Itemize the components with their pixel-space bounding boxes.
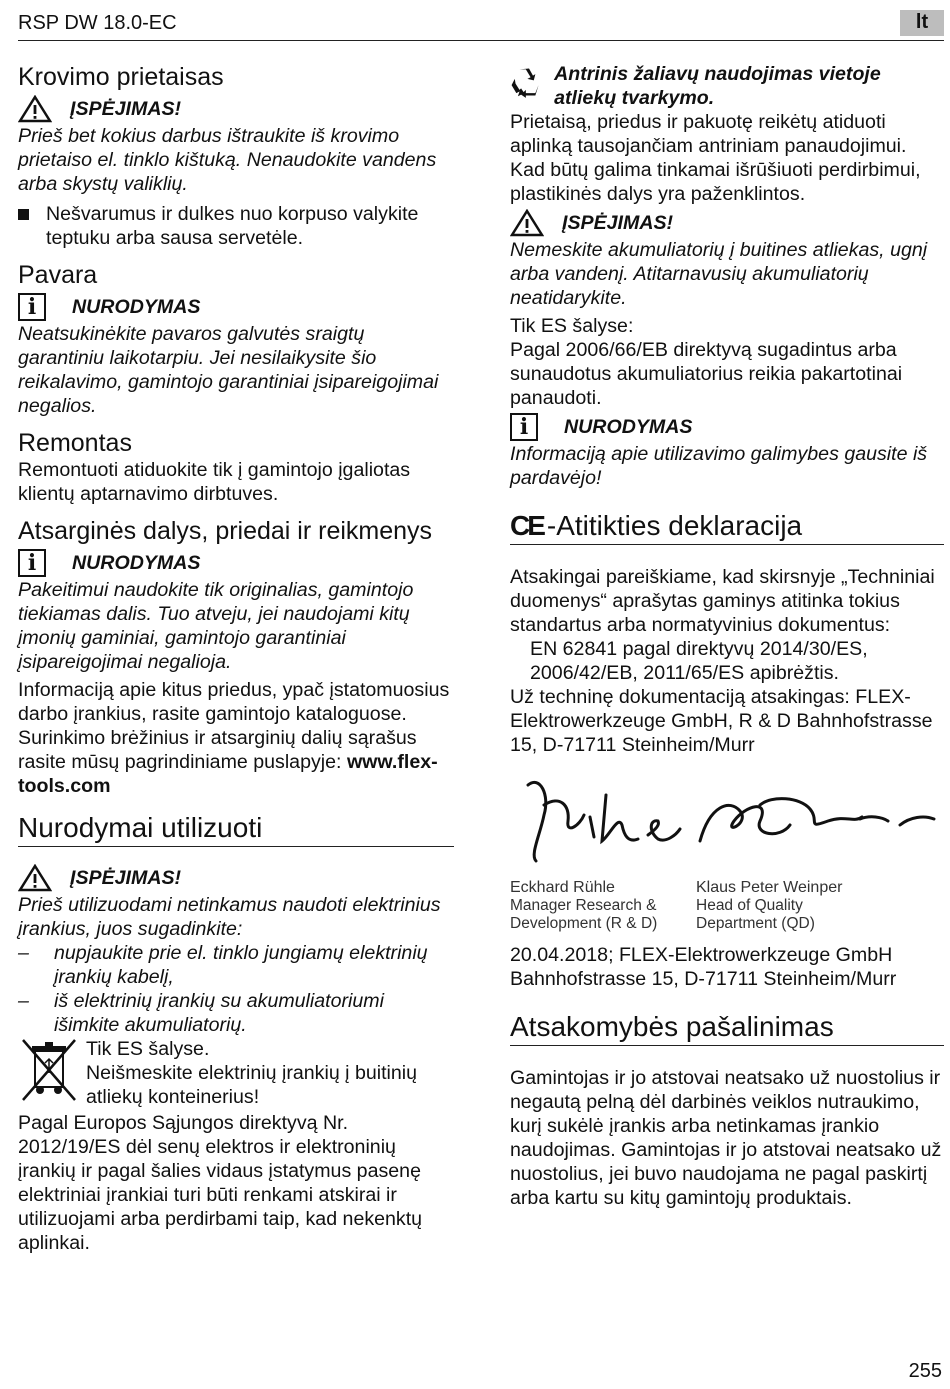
- note-label: NURODYMAS: [72, 551, 201, 574]
- language-badge: lt: [900, 10, 944, 36]
- bullet-square-icon: [18, 209, 29, 220]
- recycling-icon: [510, 62, 540, 102]
- warning-notice: [18, 94, 454, 124]
- eu-only-text: Tik ES šalyse.: [86, 1038, 210, 1060]
- warning-text: Nemeskite akumuliatorių į buitines atliekas, ugnį arba vandenį. Atitarnavusių akumuliatorių neatidarykite.: [510, 239, 928, 309]
- info-notice: [18, 548, 454, 578]
- recycling-heading: [510, 62, 944, 110]
- warning-notice: [510, 208, 944, 238]
- section-title-disposal: Nurodymai utilizuoti: [18, 812, 454, 847]
- standards-text: EN 62841 pagal direktyvų 2014/30/ES, 2006/42/EB, 2011/65/ES apibrėžtis.: [530, 638, 868, 684]
- model-name: RSP DW 18.0-EC: [18, 12, 177, 34]
- section-title-drive: Pavara: [18, 261, 98, 289]
- signer-name: Eckhard Rühle: [510, 879, 615, 896]
- recycling-title: Antrinis žaliavų naudojimas vietoje atliekų tvarkymo.: [554, 63, 881, 109]
- directive-text: Pagal Europos Sąjungos direktyvą Nr. 2012/19/ES dėl senų elektros ir elektroninių įrankių ir pagal šalies vidaus įstatymus pasenę elektriniai įrankiai turi būti renkami atskirai ir utilizuojami arba perdirbami taip, kad nekenktų aplinkai.: [18, 1112, 423, 1254]
- section-title-repair: Remontas: [18, 429, 132, 457]
- eu-only-text: Tik ES šalyse:: [510, 315, 634, 337]
- signer-role: Department (QD): [696, 915, 815, 932]
- warning-icon: [510, 209, 544, 237]
- repair-text: Remontuoti atiduokite tik į gamintojo įgaliotas klientų aptarnavimo dirbtuves.: [18, 459, 411, 505]
- info-notice: [510, 412, 944, 442]
- signer-role: Development (R & D): [510, 915, 658, 932]
- warning-icon: [18, 95, 52, 123]
- conformity-text: Atsakingai pareiškiame, kad skirsnyje „Techniniai duomenys“ aprašytas gaminys atitinka tokius standartus arba normatyvinius dokumentus:: [510, 566, 935, 636]
- list-item: – iš elektrinių įrankių su akumuliatoriumi išimkite akumuliatorių.: [18, 990, 384, 1036]
- page-number: 255: [908, 1360, 942, 1382]
- note-text: Pakeitimui naudokite tik originalias, gamintojo tiekiamas dalis. Tuo atveju, jei naudojami kitų įmonių gaminiai, gamintojo garantiniai įsipareigojimai negalioja.: [18, 579, 414, 673]
- signatures-image: [510, 765, 940, 877]
- signer-role: Manager Research &: [510, 897, 657, 914]
- signer-name: Klaus Peter Weinper: [696, 879, 843, 896]
- right-column: [510, 62, 944, 1210]
- list-item: – nupjaukite prie el. tinklo jungiamų elektrinių įrankių kabelį,: [18, 942, 428, 988]
- note-text: Informaciją apie utilizavimo galimybes gausite iš pardavėjo!: [510, 443, 928, 489]
- note-text: Neatsukinėkite pavaros galvutės sraigtų garantiniu laikotarpiu. Jei nesilaikysite šio reikalavimo, gamintojo garantiniai įsipareigojimai negalios.: [18, 323, 439, 417]
- weee-text: Neišmeskite elektrinių įrankių į buitinių atliekų konteinerius!: [86, 1062, 418, 1108]
- info-icon: i: [18, 293, 46, 321]
- info-notice: [18, 292, 454, 322]
- note-label: NURODYMAS: [564, 415, 693, 438]
- warning-label: ĮSPĖJIMAS!: [70, 97, 182, 120]
- page-header: [18, 10, 944, 41]
- parts-text: Surinkimo brėžinius ir atsarginių dalių sąrašus rasite mūsų pagrindiniame puslapyje: www.flex-tools.com: [18, 727, 438, 797]
- crossed-bin-icon: [18, 1037, 80, 1103]
- battery-directive-text: Pagal 2006/66/EB direktyvą sugadintus arba sunaudotus akumuliatorius reikia pakartotinai panaudoti.: [510, 339, 903, 409]
- date-address-text: 20.04.2018; FLEX-Elektrowerkzeuge GmbH Bahnhofstrasse 15, D-71711 Steinheim/Murr: [510, 944, 897, 990]
- section-title-disclaimer: Atsakomybės pašalinimas: [510, 1011, 944, 1046]
- section-title-spare-parts: Atsarginės dalys, priedai ir reikmenys: [18, 517, 433, 545]
- warning-notice: [18, 863, 454, 893]
- warning-label: ĮSPĖJIMAS!: [70, 866, 182, 889]
- disclaimer-text: Gamintojas ir jo atstovai neatsako už nuostolius ir negautą pelną dėl darbinės veiklos nutraukimo, kurį sukėlė įrankis arba netinkamas įrankio naudojimas. Gamintojas ir jo atstovai neatsako už nuostolius, jei buvo naudojama ne pagal paskirtį arba kartu su kitų gamintojų produktais.: [510, 1067, 942, 1209]
- ce-mark: CE: [510, 510, 543, 541]
- note-label: NURODYMAS: [72, 295, 201, 318]
- info-icon: i: [18, 549, 46, 577]
- list-item: Nešvarumus ir dulkes nuo korpuso valykite teptuku arba sausa servetėle.: [18, 202, 454, 250]
- warning-text: Prieš bet kokius darbus ištraukite iš krovimo prietaiso el. tinklo kištuką. Nenaudokite vandens arba skystų valiklių.: [18, 125, 437, 195]
- website-link[interactable]: www.flex-tools.com: [18, 751, 438, 797]
- warning-label: ĮSPĖJIMAS!: [562, 211, 674, 234]
- section-title-conformity: CE -Atitikties deklaracija: [510, 510, 944, 545]
- documentation-text: Už techninę dokumentaciją atsakingas: FLEX-Elektrowerkzeuge GmbH, R & D Bahnhofstrasse 15, D-71711 Steinheim/Murr: [510, 686, 933, 756]
- signature-names: [510, 879, 944, 933]
- left-column: [18, 62, 454, 1255]
- warning-icon: [18, 864, 52, 892]
- accessories-text: Informaciją apie kitus priedus, ypač įstatomuosius darbo įrankius, rasite gamintojo kataloguose.: [18, 679, 450, 725]
- recycling-text: Prietaisą, priedus ir pakuotę reikėtų atiduoti aplinką tausojančiam antriniam panaudojimui. Kad būtų galima tinkamai išrūšiuoti perdirbimui, plastikinės dalys yra paženklintos.: [510, 111, 921, 205]
- info-icon: i: [510, 413, 538, 441]
- section-title-charger: Krovimo prietaisas: [18, 63, 224, 91]
- signer-role: Head of Quality: [696, 897, 803, 914]
- warning-text: Prieš utilizuodami netinkamus naudoti elektrinius įrankius, juos sugadinkite:: [18, 894, 441, 940]
- weee-block: [18, 1037, 454, 1109]
